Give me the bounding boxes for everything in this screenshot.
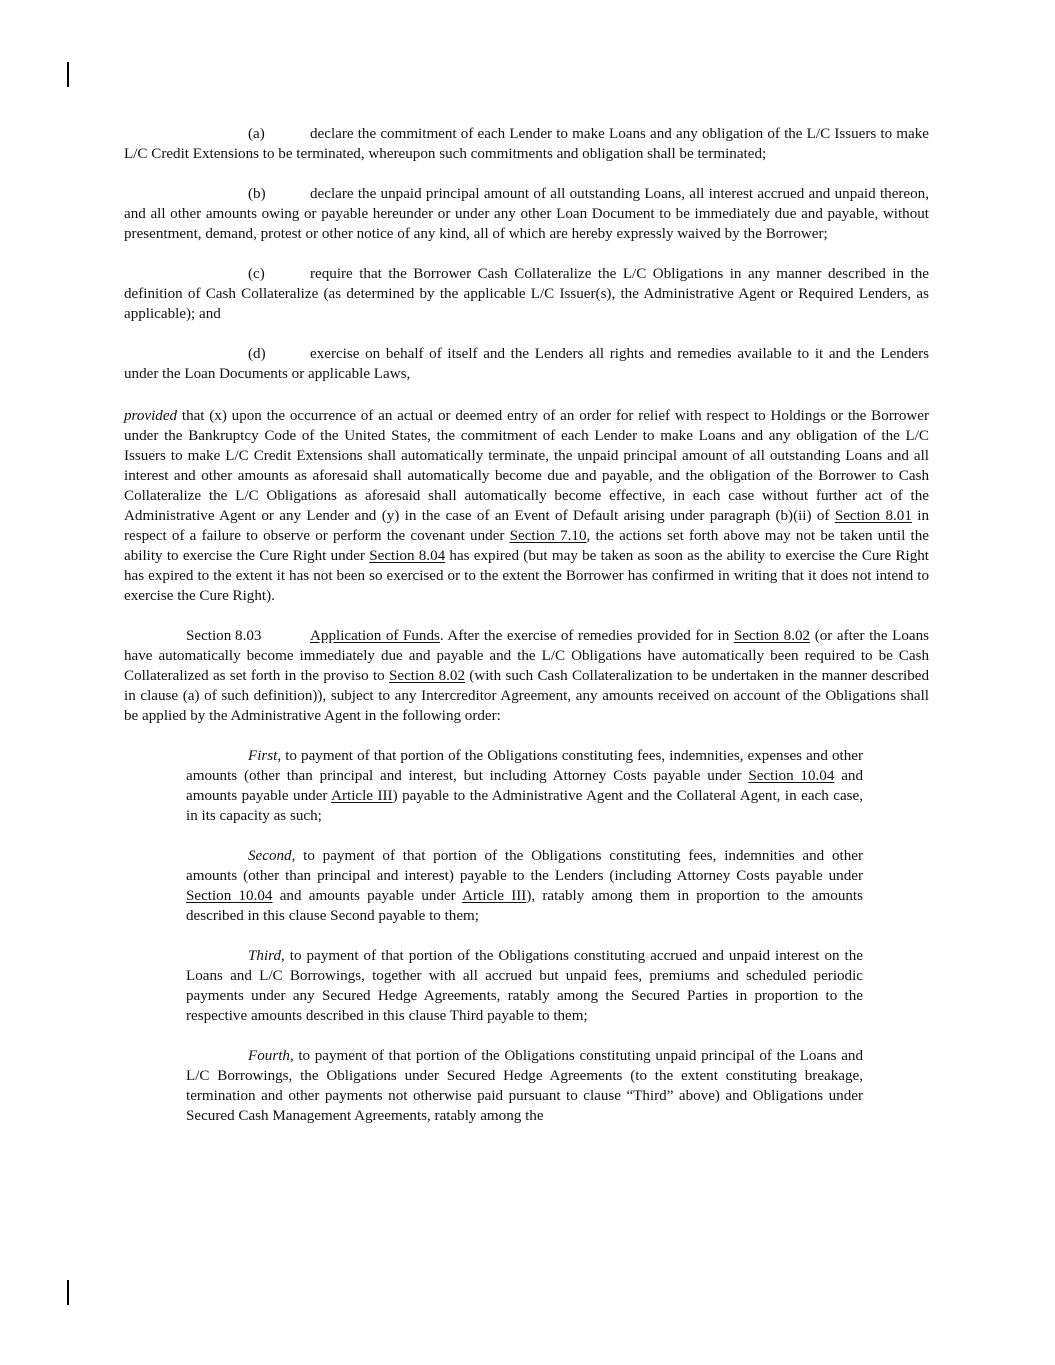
clause-number: (c) xyxy=(248,266,265,282)
priority-lead: Third xyxy=(248,948,281,964)
text-run: , to payment of that portion of the Obligations constituting fees, indemnities and other amounts (other than principal and interest) payable to the Lenders (including Attorney Costs payable under xyxy=(186,848,863,884)
priority-lead: Second xyxy=(248,848,292,864)
text-run: , to payment of that portion of the Obligations constituting fees, indemnities, expenses and other amounts (other than principal and interest, but including Attorney Costs payable under xyxy=(186,748,863,784)
clause-d xyxy=(124,344,929,384)
text-run: . After the exercise of remedies provided for in xyxy=(439,628,734,644)
priority-lead: First xyxy=(248,748,278,764)
text-run: ) payable to the Administrative Agent and the Collateral Agent, in each case, in its capacity as such; xyxy=(186,788,863,824)
section-number: Section 8.03 xyxy=(186,628,262,644)
priority-second xyxy=(186,846,863,926)
text-run: that (x) upon the occurrence of an actual or deemed entry of an order for relief with respect to Holdings or the Borrower under the Bankruptcy Code of the United States, the commitment of each Lender to make Loans and any obligation of the L/C Issuers to make L/C Credit Extensions shall automatically terminate, the unpaid principal amount of all outstanding Loans and all interest and other amounts as aforesaid shall automatically become due and payable, and the obligation of the Borrower to Cash Collateralize the L/C Obligations as aforesaid shall automatically become effective, in each case without further act of the Administrative Agent or any Lender and (y) in the case of an Event of Default arising under paragraph (b)(ii) of xyxy=(124,408,929,524)
proviso-lead: provided xyxy=(124,408,178,424)
cross-reference: Section 8.01 xyxy=(834,508,912,524)
clause-text: require that the Borrower Cash Collateralize the L/C Obligations in any manner described in the definition of Cash Collateralize (as determined by the applicable L/C Issuer(s), the Administrative Agent or Required Lenders, as applicable); and xyxy=(124,266,929,322)
clause-number: (d) xyxy=(248,346,266,362)
clause-text: declare the unpaid principal amount of all outstanding Loans, all interest accrued and unpaid thereon, and all other amounts owing or payable hereunder or under any other Loan Document to be immediately due and payable, without presentment, demand, protest or other notice of any kind, all of which are hereby expressly waived by the Borrower; xyxy=(124,186,929,242)
cross-reference: Section 8.04 xyxy=(369,548,446,564)
cross-reference: Section 10.04 xyxy=(186,888,273,904)
section-title: Application of Funds xyxy=(310,628,440,644)
clause-b xyxy=(124,184,929,244)
priority-first xyxy=(186,746,863,826)
priority-third xyxy=(186,946,863,1026)
text-run: , the actions set forth above may not be taken until the ability to exercise the Cure Right under xyxy=(124,528,929,564)
text-run: in respect of a failure to observe or perform the covenant under xyxy=(124,508,929,544)
text-run: (with such Cash Collateralization to be undertaken in the manner described in clause (a) of such definition)), subject to any Intercreditor Agreement, any amounts received on account of the Obligations shall be applied by the Administrative Agent in the following order: xyxy=(124,668,929,724)
cross-reference: Article III xyxy=(331,788,393,804)
clause-number: (a) xyxy=(248,126,265,142)
clause-text: exercise on behalf of itself and the Lenders all rights and remedies available to it and the Lenders under the Loan Documents or applicable Laws, xyxy=(124,346,929,382)
text-run: , to payment of that portion of the Obligations constituting unpaid principal of the Loans and L/C Borrowings, the Obligations under Secured Hedge Agreements (to the extent constituting breakage, termination and other payments not otherwise paid pursuant to clause “Third” above) and Obligations under Secured Cash Management Agreements, ratably among the xyxy=(186,1048,863,1124)
clause-c xyxy=(124,264,929,324)
text-run: and amounts payable under xyxy=(186,768,863,804)
cross-reference: Article III xyxy=(462,888,527,904)
section-8-03 xyxy=(124,626,929,726)
revision-bar-top xyxy=(67,62,69,87)
cross-reference: Section 8.02 xyxy=(389,668,465,684)
priority-lead: Fourth xyxy=(248,1048,290,1064)
text-run: and amounts payable under xyxy=(272,888,463,904)
text-run: ), ratably among them in proportion to the amounts described in this clause Second payable to them; xyxy=(186,888,863,924)
cross-reference: Section 8.02 xyxy=(733,628,811,644)
proviso-paragraph xyxy=(124,406,929,606)
document-body xyxy=(124,124,929,1146)
priority-fourth xyxy=(186,1046,863,1126)
revision-bar-bottom xyxy=(67,1280,69,1305)
clause-a xyxy=(124,124,929,164)
text-run: , to payment of that portion of the Obligations constituting accrued and unpaid interest on the Loans and L/C Borrowings, together with all accrued but unpaid fees, premiums and scheduled periodic payments under any Secured Hedge Agreements, ratably among the Secured Parties in proportion to the respective amounts described in this clause Third payable to them; xyxy=(186,948,863,1024)
clause-number: (b) xyxy=(248,186,266,202)
cross-reference: Section 7.10 xyxy=(509,528,587,544)
text-run: (or after the Loans have automatically become immediately due and payable and the L/C Obligations have automatically been required to be Cash Collateralized as set forth in the proviso to xyxy=(124,628,929,684)
text-run: has expired (but may be taken as soon as the ability to exercise the Cure Right has expired to the extent it has not been so exercised or to the extent the Borrower has confirmed in writing that it does not intend to exercise the Cure Right). xyxy=(124,548,929,604)
cross-reference: Section 10.04 xyxy=(748,768,835,784)
clause-text: declare the commitment of each Lender to make Loans and any obligation of the L/C Issuers to make L/C Credit Extensions to be terminated, whereupon such commitments and obligation shall be terminated; xyxy=(124,126,929,162)
